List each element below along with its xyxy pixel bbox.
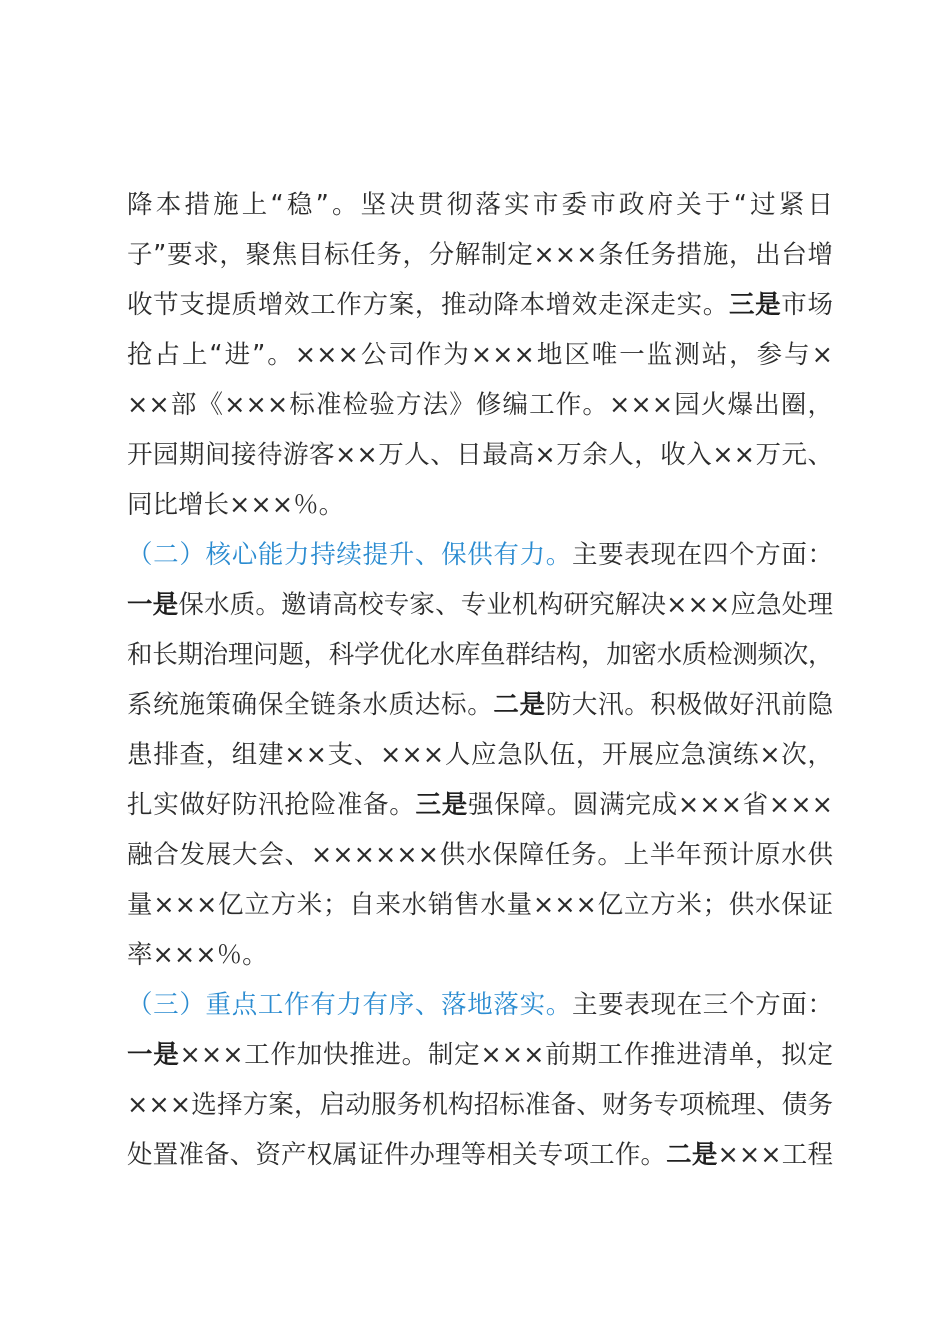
- text-line: [127, 430, 833, 480]
- text-line: [127, 630, 833, 680]
- text-line: [127, 280, 833, 330]
- text-line: [127, 780, 833, 830]
- bold-lead: 三是: [728, 290, 782, 320]
- text-line: [127, 580, 833, 630]
- text-line: [127, 180, 833, 230]
- bold-lead: 三是: [415, 790, 468, 820]
- text-line: [127, 680, 833, 730]
- text-line: [127, 1130, 833, 1180]
- text-run: 保水质。邀请高校专家、专业机构研究解决×××应急处理: [178, 590, 833, 620]
- text-run: 患排查，组建××支、×××人应急队伍，开展应急演练×次，: [127, 740, 833, 770]
- text-run: 强保障。圆满完成×××省×××: [468, 790, 833, 820]
- text-line: [127, 330, 833, 380]
- text-line: [127, 1030, 833, 1080]
- text-line: [127, 830, 833, 880]
- text-run: 率×××％。: [127, 940, 268, 970]
- text-line: [127, 230, 833, 280]
- text-run: 处置准备、资产权属证件办理等相关专项工作。: [127, 1140, 667, 1170]
- text-run: 抢占上“进”。×××公司作为×××地区唯一监测站，参与×: [127, 340, 833, 370]
- text-run: 子”要求，聚焦目标任务，分解制定×××条任务措施，出台增: [127, 240, 833, 270]
- text-run: 系统施策确保全链条水质达标。: [127, 690, 494, 720]
- bold-lead: 一是: [127, 590, 179, 620]
- text-run: 开园期间接待游客××万人、日最高×万余人，收入××万元、: [127, 440, 833, 470]
- text-line: [127, 730, 833, 780]
- text-line: [127, 930, 833, 980]
- bold-lead: 一是: [127, 1040, 180, 1070]
- text-line: [127, 380, 833, 430]
- text-run: 融合发展大会、××××××供水保障任务。上半年预计原水供: [127, 840, 833, 870]
- text-run: 和长期治理问题，科学优化水库鱼群结构，加密水质检测频次，: [127, 640, 833, 670]
- text-line: [127, 980, 833, 1030]
- text-run: ××部《×××标准检验方法》修编工作。×××园火爆出圈，: [127, 390, 833, 420]
- text-run: 同比增长×××％。: [127, 490, 345, 520]
- text-run: ×××选择方案，启动服务机构招标准备、财务专项梳理、债务: [127, 1090, 833, 1120]
- bold-lead: 二是: [666, 1140, 718, 1170]
- text-line: [127, 480, 833, 530]
- section-heading: （三）重点工作有力有序、落地落实。: [127, 990, 572, 1020]
- text-run: 扎实做好防汛抢险准备。: [127, 790, 416, 820]
- text-run: 量×××亿立方米；自来水销售水量×××亿立方米；供水保证: [127, 890, 833, 920]
- paragraph-3: [127, 980, 833, 1180]
- bold-lead: 二是: [493, 690, 546, 720]
- text-run: 市场: [781, 290, 833, 320]
- text-line: [127, 530, 833, 580]
- section-heading: （二）核心能力持续提升、保供有力。: [127, 540, 572, 570]
- text-run: 收节支提质增效工作方案，推动降本增效走深走实。: [127, 290, 729, 320]
- text-line: [127, 880, 833, 930]
- text-line: [127, 1080, 833, 1130]
- paragraph-2: [127, 530, 833, 980]
- text-run: 主要表现在四个方面：: [571, 540, 833, 570]
- document-body: [127, 180, 833, 1180]
- text-run: 防大汛。积极做好汛前隐: [545, 690, 833, 720]
- paragraph-1: [127, 180, 833, 530]
- text-run: 降本措施上“稳”。坚决贯彻落实市委市政府关于“过紧日: [127, 190, 833, 220]
- text-run: ×××工作加快推进。制定×××前期工作推进清单，拟定: [179, 1040, 833, 1070]
- text-run: 主要表现在三个方面：: [571, 990, 833, 1020]
- text-run: ×××工程: [717, 1140, 833, 1170]
